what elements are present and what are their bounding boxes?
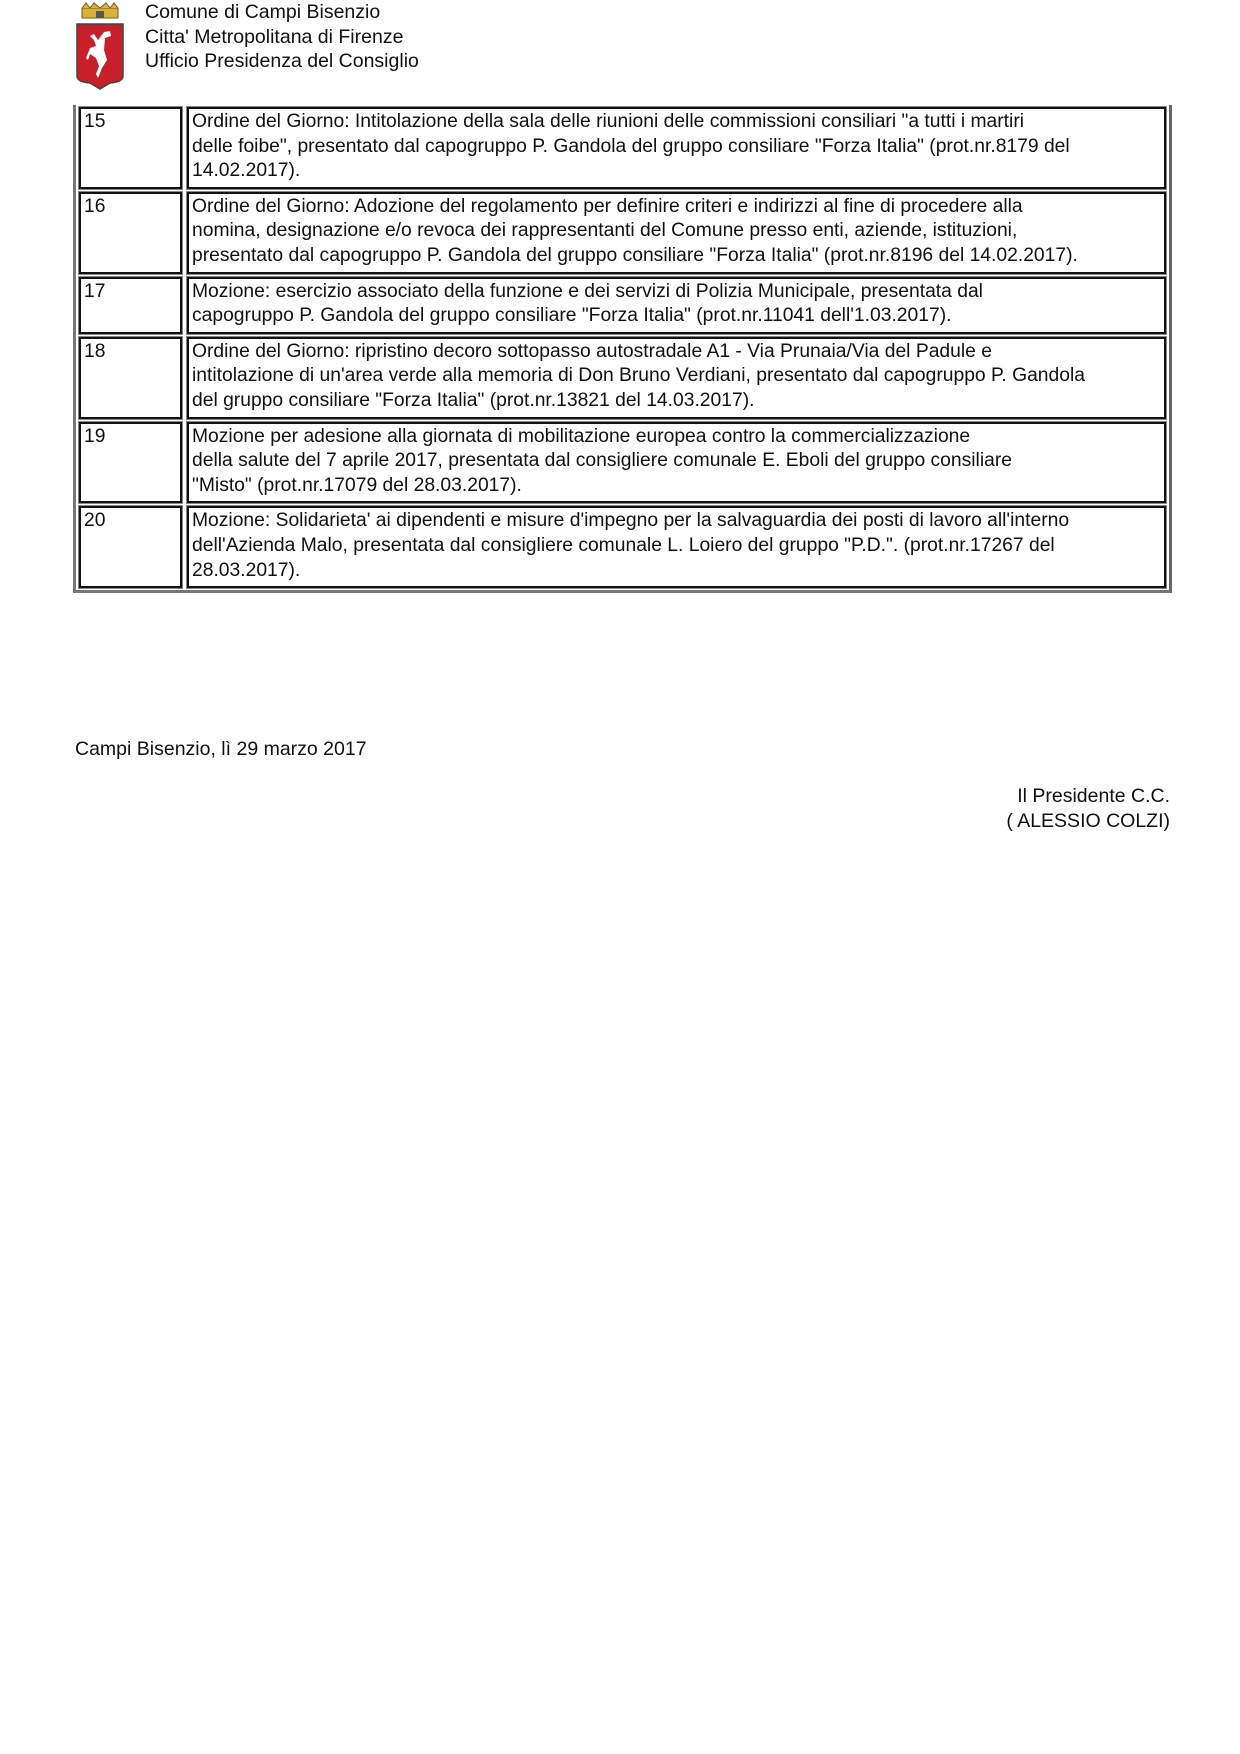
description-line: delle foibe", presentato dal capogruppo P. Gandola del gruppo consiliare "Forza Italia" (prot.nr.8179 del xyxy=(192,135,1070,157)
description-line: Ordine del Giorno: ripristino decoro sottopasso autostradale A1 - Via Prunaia/Via del Padule e xyxy=(192,340,992,362)
item-description xyxy=(187,337,1166,419)
description-line: dell'Azienda Malo, presentata dal consigliere comunale L. Loiero del gruppo "P.D.". (prot.nr.17267 del xyxy=(192,534,1055,556)
municipality-name: Comune di Campi Bisenzio xyxy=(145,1,381,23)
description-line: capogruppo P. Gandola del gruppo consiliare "Forza Italia" (prot.nr.11041 dell'1.03.2017). xyxy=(192,305,952,327)
table-row xyxy=(79,422,1169,504)
description-line: della salute del 7 aprile 2017, presentata dal consigliere comunale E. Eboli del gruppo consiliare xyxy=(192,450,1012,472)
crown-icon xyxy=(82,3,118,18)
description-line: "Misto" (prot.nr.17079 del 28.03.2017). xyxy=(192,474,522,496)
table-row xyxy=(79,506,1169,588)
item-description xyxy=(187,506,1166,588)
signature-block xyxy=(1006,784,1170,834)
item-description xyxy=(187,107,1166,189)
item-number: 15 xyxy=(79,107,182,189)
signer-name: ( ALESSIO COLZI) xyxy=(1006,810,1170,832)
description-line: nomina, designazione e/o revoca dei rappresentanti del Comune presso enti, aziende, istituzioni, xyxy=(192,220,1018,242)
table-row xyxy=(79,277,1169,334)
letterhead xyxy=(145,0,419,74)
description-line: del gruppo consiliare "Forza Italia" (prot.nr.13821 del 14.03.2017). xyxy=(192,389,755,411)
signer-title: Il Presidente C.C. xyxy=(1017,785,1170,807)
table-row xyxy=(79,192,1169,274)
item-description xyxy=(187,422,1166,504)
description-line: 28.03.2017). xyxy=(192,559,301,581)
item-number: 20 xyxy=(79,506,182,588)
item-number: 19 xyxy=(79,422,182,504)
table-row xyxy=(79,107,1169,189)
description-line: intitolazione di un'area verde alla memoria di Don Bruno Verdiani, presentato dal capogruppo P. Gandola xyxy=(192,365,1085,387)
description-line: Ordine del Giorno: Intitolazione della sala delle riunioni delle commissioni consiliari "a tutti i martiri xyxy=(192,111,1025,132)
item-number: 18 xyxy=(79,337,182,419)
item-number: 17 xyxy=(79,277,182,334)
item-description xyxy=(187,277,1166,334)
metropolitan-city: Citta' Metropolitana di Firenze xyxy=(145,25,404,48)
description-line: Mozione per adesione alla giornata di mobilitazione europea contro la commercializzazione xyxy=(192,425,971,447)
office-name: Ufficio Presidenza del Consiglio xyxy=(145,50,419,72)
description-line: Mozione: Solidarieta' ai dipendenti e misure d'impegno per la salvaguardia dei posti di lavoro all'interno xyxy=(192,510,1070,532)
description-line: Mozione: esercizio associato della funzione e dei servizi di Polizia Municipale, presentata dal xyxy=(192,280,983,302)
item-description xyxy=(187,192,1166,274)
description-line: Ordine del Giorno: Adozione del regolamento per definire criteri e indirizzi al fine di procedere alla xyxy=(192,195,1023,217)
description-line: 14.02.2017). xyxy=(192,160,301,182)
item-number: 16 xyxy=(79,192,182,274)
coat-of-arms-logo xyxy=(74,2,126,90)
agenda-table xyxy=(73,105,1172,593)
place-date: Campi Bisenzio, lì 29 marzo 2017 xyxy=(75,738,367,760)
table-row xyxy=(79,337,1169,419)
description-line: presentato dal capogruppo P. Gandola del gruppo consiliare "Forza Italia" (prot.nr.8196 del 14.02.2017). xyxy=(192,244,1078,266)
